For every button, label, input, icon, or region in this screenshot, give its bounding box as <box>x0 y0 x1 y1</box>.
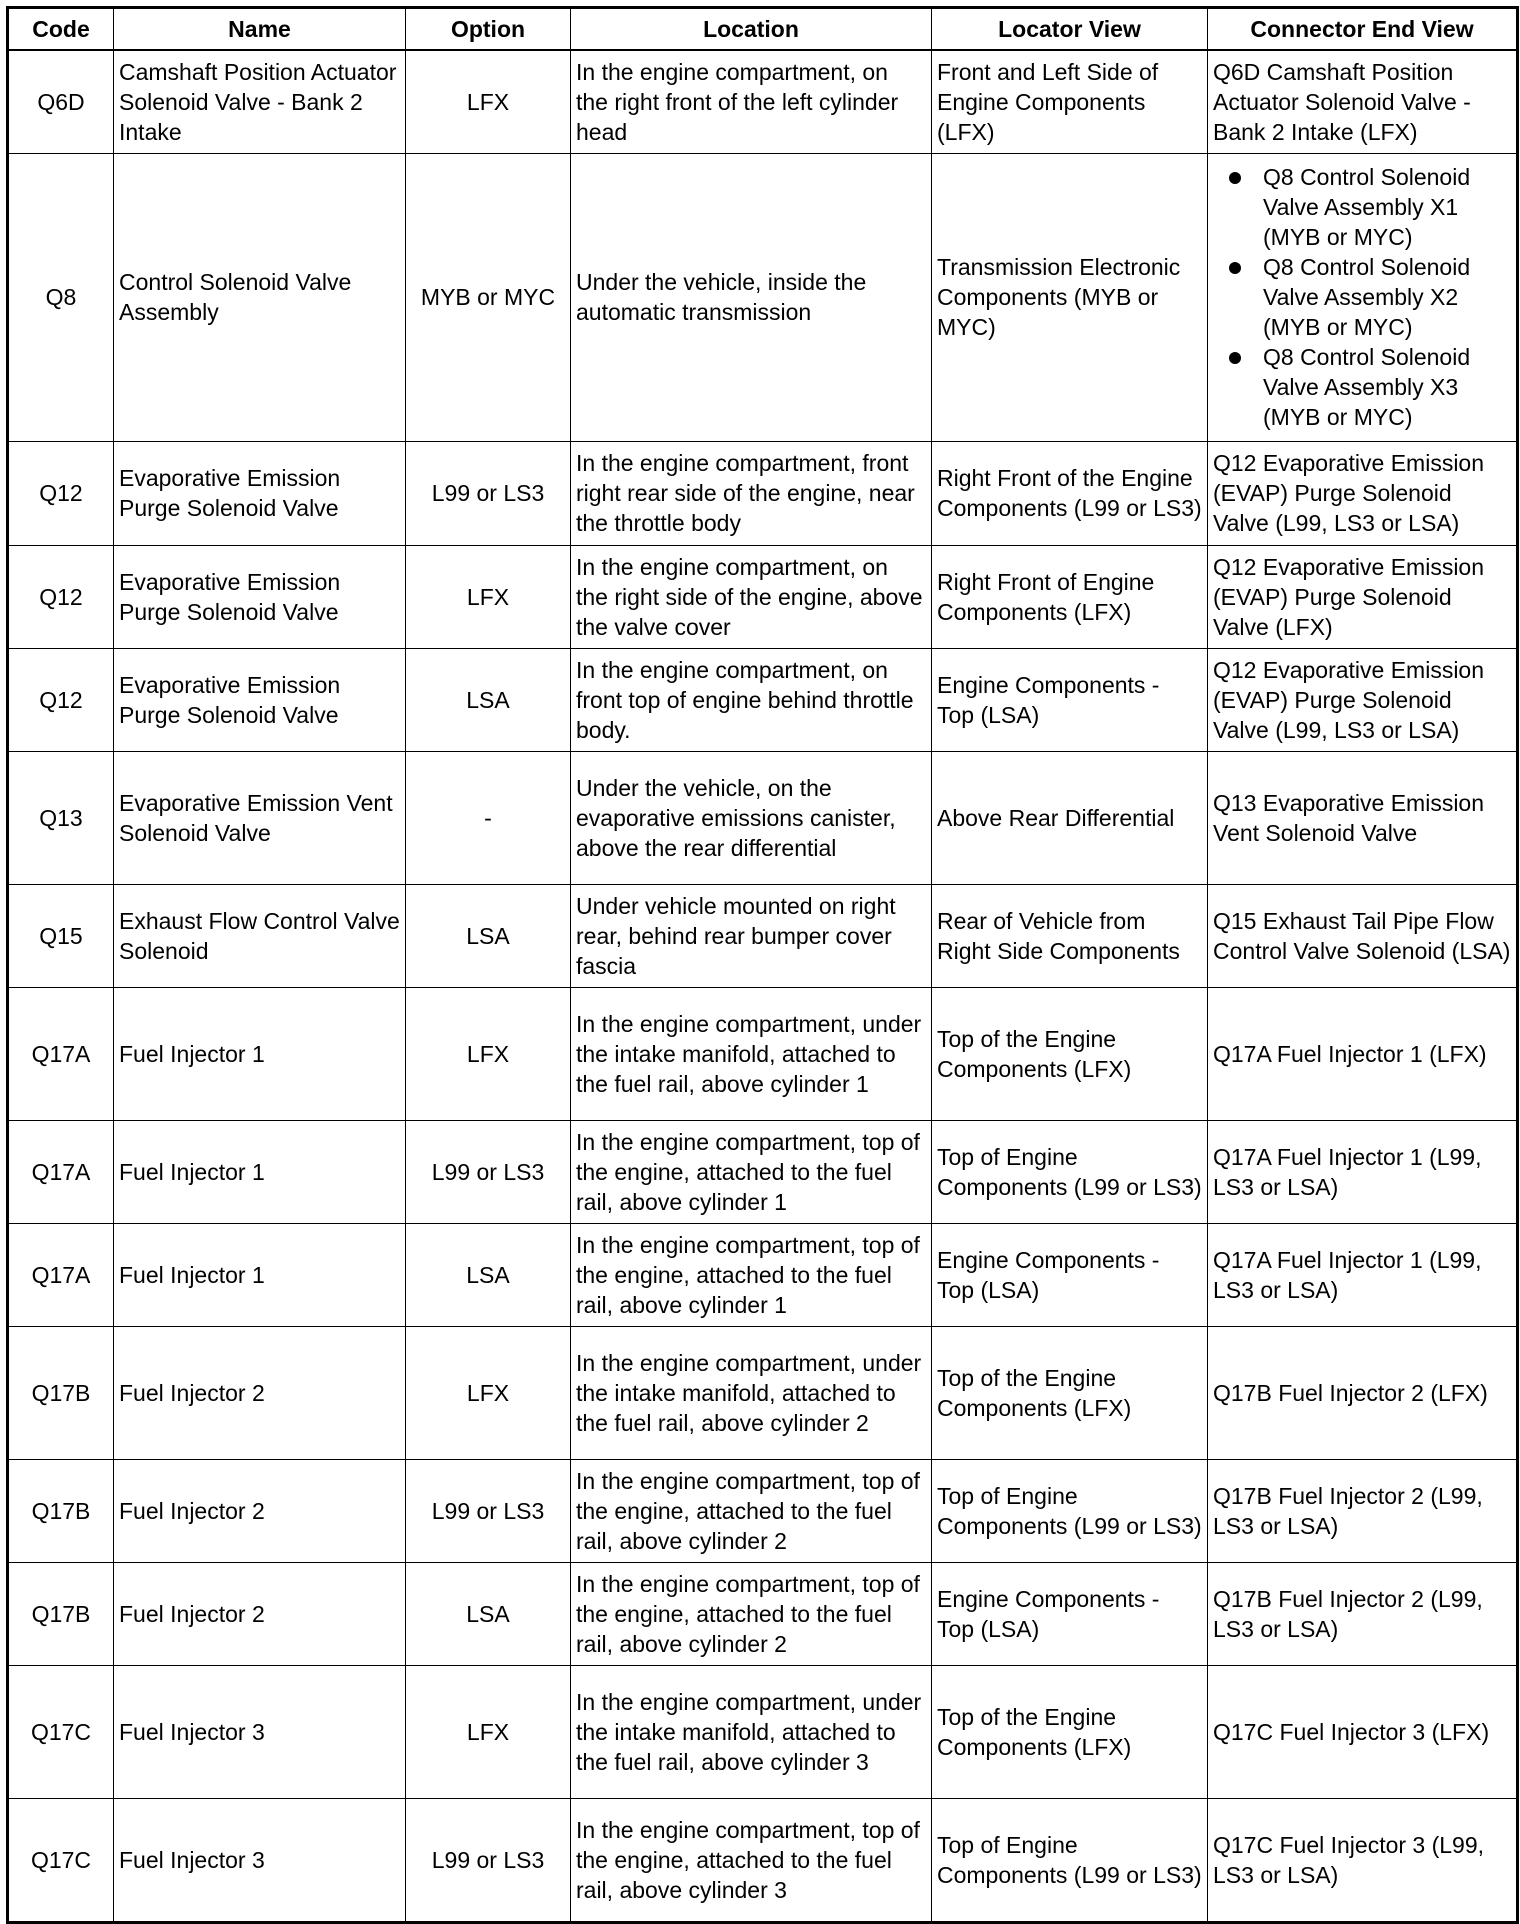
location-cell: In the engine compartment, top of the engine, attached to the fuel rail, above cylinder 1 <box>571 1120 932 1223</box>
location-cell: In the engine compartment, top of the engine, attached to the fuel rail, above cylinder 3 <box>571 1798 932 1922</box>
header-row <box>8 8 1518 51</box>
header-option: Option <box>406 8 571 51</box>
connector-end-view-cell: Q12 Evaporative Emission (EVAP) Purge Solenoid Valve (L99, LS3 or LSA) <box>1208 648 1518 751</box>
connector-end-view-cell: Q12 Evaporative Emission (EVAP) Purge Solenoid Valve (LFX) <box>1208 545 1518 648</box>
table-row <box>8 1798 1518 1922</box>
name-cell: Fuel Injector 1 <box>114 987 406 1120</box>
connector-list-item: Q8 Control Solenoid Valve Assembly X1 (MYB or MYC) <box>1263 162 1511 252</box>
option-cell: LSA <box>406 1223 571 1326</box>
component-locator-table <box>6 6 1519 1924</box>
connector-end-view-cell: Q15 Exhaust Tail Pipe Flow Control Valve Solenoid (LSA) <box>1208 884 1518 987</box>
location-cell: In the engine compartment, on the right side of the engine, above the valve cover <box>571 545 932 648</box>
connector-list-item: Q8 Control Solenoid Valve Assembly X2 (MYB or MYC) <box>1263 252 1511 342</box>
location-cell: In the engine compartment, top of the engine, attached to the fuel rail, above cylinder 2 <box>571 1562 932 1665</box>
code-cell: Q17B <box>8 1562 114 1665</box>
table-row <box>8 545 1518 648</box>
option-cell: MYB or MYC <box>406 153 571 441</box>
locator-view-cell: Top of Engine Components (L99 or LS3) <box>932 1120 1208 1223</box>
option-cell: LSA <box>406 648 571 751</box>
connector-end-view-cell: Q17A Fuel Injector 1 (LFX) <box>1208 987 1518 1120</box>
connector-end-view-cell: Q17A Fuel Injector 1 (L99, LS3 or LSA) <box>1208 1120 1518 1223</box>
location-cell: In the engine compartment, on the right front of the left cylinder head <box>571 50 932 153</box>
code-cell: Q12 <box>8 441 114 545</box>
header-locator-view: Locator View <box>932 8 1208 51</box>
connector-end-view-cell: Q17C Fuel Injector 3 (LFX) <box>1208 1665 1518 1798</box>
table-row <box>8 1120 1518 1223</box>
code-cell: Q17B <box>8 1459 114 1562</box>
location-cell: Under the vehicle, inside the automatic transmission <box>571 153 932 441</box>
code-cell: Q13 <box>8 751 114 884</box>
header-name: Name <box>114 8 406 51</box>
locator-view-cell: Right Front of Engine Components (LFX) <box>932 545 1208 648</box>
table-row <box>8 1562 1518 1665</box>
name-cell: Evaporative Emission Vent Solenoid Valve <box>114 751 406 884</box>
location-cell: Under the vehicle, on the evaporative emissions canister, above the rear differential <box>571 751 932 884</box>
option-cell: L99 or LS3 <box>406 1798 571 1922</box>
name-cell: Fuel Injector 2 <box>114 1562 406 1665</box>
table-row <box>8 1223 1518 1326</box>
locator-view-cell: Engine Components - Top (LSA) <box>932 648 1208 751</box>
header-connector-end-view: Connector End View <box>1208 8 1518 51</box>
location-cell: In the engine compartment, on front top of engine behind throttle body. <box>571 648 932 751</box>
option-cell: LFX <box>406 1326 571 1459</box>
connector-end-view-cell: Q17B Fuel Injector 2 (L99, LS3 or LSA) <box>1208 1459 1518 1562</box>
option-cell: - <box>406 751 571 884</box>
option-cell: LFX <box>406 50 571 153</box>
name-cell: Fuel Injector 3 <box>114 1798 406 1922</box>
code-cell: Q8 <box>8 153 114 441</box>
connector-end-view-cell: Q17A Fuel Injector 1 (L99, LS3 or LSA) <box>1208 1223 1518 1326</box>
locator-view-cell: Above Rear Differential <box>932 751 1208 884</box>
locator-view-cell: Top of the Engine Components (LFX) <box>932 1665 1208 1798</box>
locator-view-cell: Engine Components - Top (LSA) <box>932 1562 1208 1665</box>
code-cell: Q17A <box>8 1120 114 1223</box>
header-location: Location <box>571 8 932 51</box>
code-cell: Q15 <box>8 884 114 987</box>
code-cell: Q17B <box>8 1326 114 1459</box>
option-cell: L99 or LS3 <box>406 1120 571 1223</box>
locator-view-cell: Transmission Electronic Components (MYB or MYC) <box>932 153 1208 441</box>
name-cell: Fuel Injector 1 <box>114 1223 406 1326</box>
connector-end-view-cell <box>1208 153 1518 441</box>
locator-view-cell: Rear of Vehicle from Right Side Components <box>932 884 1208 987</box>
name-cell: Fuel Injector 1 <box>114 1120 406 1223</box>
locator-view-cell: Top of the Engine Components (LFX) <box>932 987 1208 1120</box>
name-cell: Control Solenoid Valve Assembly <box>114 153 406 441</box>
name-cell: Exhaust Flow Control Valve Solenoid <box>114 884 406 987</box>
option-cell: LFX <box>406 987 571 1120</box>
connector-end-view-cell: Q13 Evaporative Emission Vent Solenoid Valve <box>1208 751 1518 884</box>
connector-list-item: Q8 Control Solenoid Valve Assembly X3 (MYB or MYC) <box>1263 342 1511 432</box>
table-row <box>8 441 1518 545</box>
name-cell: Fuel Injector 2 <box>114 1326 406 1459</box>
name-cell: Fuel Injector 2 <box>114 1459 406 1562</box>
table-row <box>8 1326 1518 1459</box>
table-row <box>8 50 1518 153</box>
location-cell: Under vehicle mounted on right rear, behind rear bumper cover fascia <box>571 884 932 987</box>
option-cell: L99 or LS3 <box>406 441 571 545</box>
header-code: Code <box>8 8 114 51</box>
table-row <box>8 751 1518 884</box>
option-cell: LFX <box>406 1665 571 1798</box>
locator-view-cell: Engine Components - Top (LSA) <box>932 1223 1208 1326</box>
option-cell: LFX <box>406 545 571 648</box>
locator-view-cell: Front and Left Side of Engine Components (LFX) <box>932 50 1208 153</box>
code-cell: Q17A <box>8 1223 114 1326</box>
locator-view-cell: Top of Engine Components (L99 or LS3) <box>932 1798 1208 1922</box>
name-cell: Evaporative Emission Purge Solenoid Valve <box>114 441 406 545</box>
name-cell: Fuel Injector 3 <box>114 1665 406 1798</box>
connector-end-view-cell: Q6D Camshaft Position Actuator Solenoid Valve - Bank 2 Intake (LFX) <box>1208 50 1518 153</box>
location-cell: In the engine compartment, top of the engine, attached to the fuel rail, above cylinder 1 <box>571 1223 932 1326</box>
locator-view-cell: Top of the Engine Components (LFX) <box>932 1326 1208 1459</box>
table-row <box>8 1665 1518 1798</box>
name-cell: Evaporative Emission Purge Solenoid Valve <box>114 648 406 751</box>
code-cell: Q17A <box>8 987 114 1120</box>
location-cell: In the engine compartment, under the intake manifold, attached to the fuel rail, above cylinder 2 <box>571 1326 932 1459</box>
code-cell: Q17C <box>8 1798 114 1922</box>
table-row <box>8 153 1518 441</box>
table-row <box>8 987 1518 1120</box>
name-cell: Camshaft Position Actuator Solenoid Valve - Bank 2 Intake <box>114 50 406 153</box>
code-cell: Q12 <box>8 545 114 648</box>
option-cell: LSA <box>406 1562 571 1665</box>
connector-end-view-cell: Q17B Fuel Injector 2 (L99, LS3 or LSA) <box>1208 1562 1518 1665</box>
locator-view-cell: Top of Engine Components (L99 or LS3) <box>932 1459 1208 1562</box>
code-cell: Q6D <box>8 50 114 153</box>
location-cell: In the engine compartment, front right rear side of the engine, near the throttle body <box>571 441 932 545</box>
code-cell: Q12 <box>8 648 114 751</box>
locator-view-cell: Right Front of the Engine Components (L99 or LS3) <box>932 441 1208 545</box>
location-cell: In the engine compartment, top of the engine, attached to the fuel rail, above cylinder 2 <box>571 1459 932 1562</box>
connector-list <box>1213 162 1511 432</box>
name-cell: Evaporative Emission Purge Solenoid Valve <box>114 545 406 648</box>
location-cell: In the engine compartment, under the intake manifold, attached to the fuel rail, above cylinder 1 <box>571 987 932 1120</box>
location-cell: In the engine compartment, under the intake manifold, attached to the fuel rail, above cylinder 3 <box>571 1665 932 1798</box>
connector-end-view-cell: Q17B Fuel Injector 2 (LFX) <box>1208 1326 1518 1459</box>
connector-end-view-cell: Q12 Evaporative Emission (EVAP) Purge Solenoid Valve (L99, LS3 or LSA) <box>1208 441 1518 545</box>
option-cell: L99 or LS3 <box>406 1459 571 1562</box>
option-cell: LSA <box>406 884 571 987</box>
table-row <box>8 648 1518 751</box>
code-cell: Q17C <box>8 1665 114 1798</box>
table-row <box>8 1459 1518 1562</box>
connector-end-view-cell: Q17C Fuel Injector 3 (L99, LS3 or LSA) <box>1208 1798 1518 1922</box>
table-row <box>8 884 1518 987</box>
